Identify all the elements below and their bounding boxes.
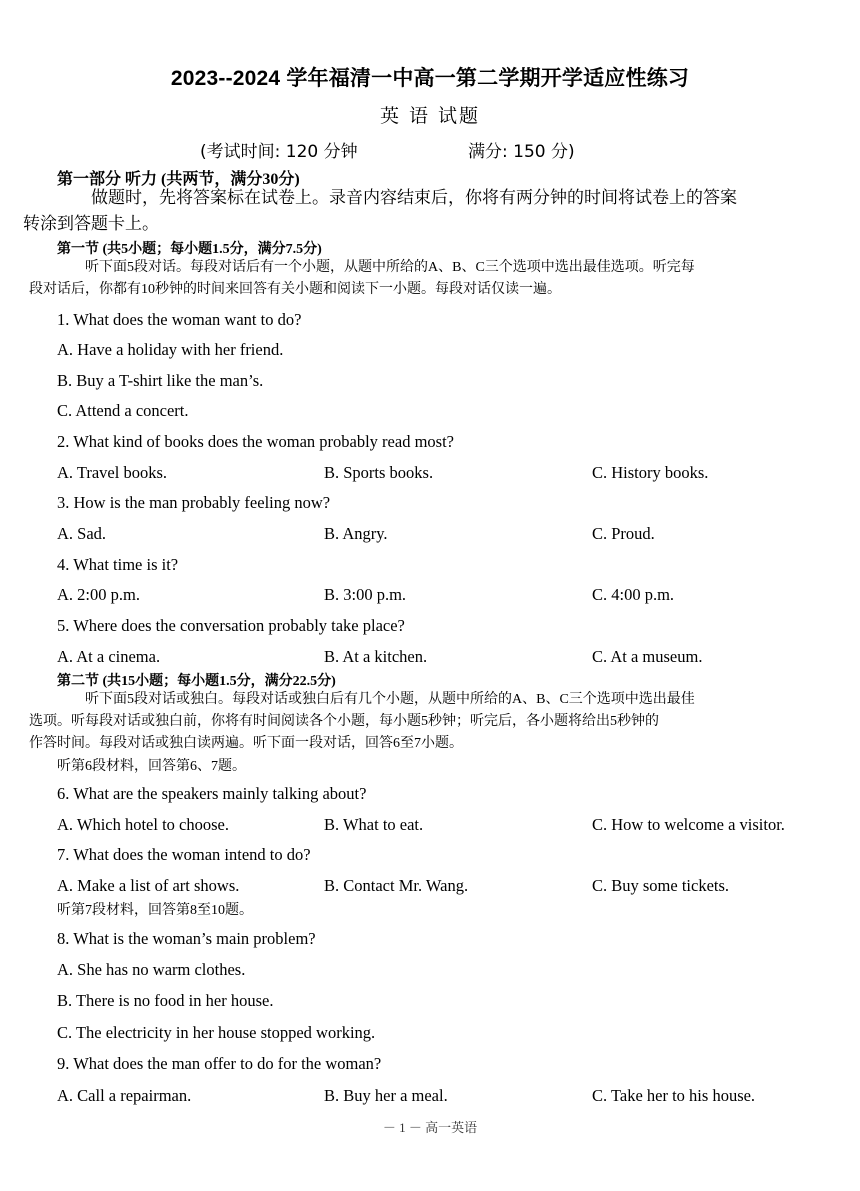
answer-option[interactable]: C. Take her to his house. (592, 1086, 756, 1105)
section1-heading: 第一节 (共5小题；每小题1.5分，满分7.5分) (57, 242, 322, 257)
answer-option[interactable]: A. Which hotel to choose. (57, 815, 229, 834)
section1-instructions (29, 257, 805, 301)
answer-option[interactable]: B. Contact Mr. Wang. (324, 876, 469, 895)
question-stem: 9. What does the man offer to do for the woman? (57, 1054, 382, 1073)
question-stem: 1. What does the woman want to do? (57, 310, 302, 329)
answer-option[interactable]: C. At a museum. (592, 647, 703, 666)
part1-heading: 第一部分 听力 (共两节，满分30分) (57, 171, 300, 188)
answer-option[interactable]: C. Buy some tickets. (592, 876, 730, 895)
exam-title: 2023--2024 学年福清一中高一第二学期开学适应性练习 (170, 67, 690, 90)
section2-instructions (29, 689, 805, 755)
listening-note: 听第7段材料，回答第8至10题。 (57, 903, 253, 918)
exam-subtitle: 英 语 试题 (379, 105, 481, 127)
part1-intro-line: 转涂到答题卡上。 (23, 214, 159, 233)
listening-note: 听第6段材料，回答第6、7题。 (57, 759, 246, 774)
question-stem: 5. Where does the conversation probably take place? (57, 616, 405, 635)
section1-instruction-line: 听下面5段对话。每段对话后有一个小题，从题中所给的A、B、C三个选项中选出最佳选项。听完每 (85, 260, 695, 275)
exam-time: (考试时间: 120 分钟 (200, 142, 358, 162)
answer-option[interactable]: A. Travel books. (57, 463, 168, 482)
question-stem: 7. What does the woman intend to do? (57, 845, 311, 864)
section2-instruction-line: 听下面5段对话或独白。每段对话或独白后有几个小题，从题中所给的A、B、C三个选项中选出最佳 (85, 692, 695, 707)
answer-option[interactable]: A. Call a repairman. (57, 1086, 192, 1105)
page-footer: － 1 － 高一英语 (382, 1120, 478, 1135)
answer-option[interactable]: A. Sad. (57, 524, 107, 543)
answer-option[interactable]: B. 3:00 p.m. (324, 585, 407, 604)
question-stem: 8. What is the woman’s main problem? (57, 929, 316, 948)
question-stem: 2. What kind of books does the woman probably read most? (57, 432, 454, 451)
part1-intro (23, 185, 805, 237)
question-stem: 6. What are the speakers mainly talking about? (57, 784, 367, 803)
question-stem: 3. How is the man probably feeling now? (57, 493, 331, 512)
answer-option[interactable]: A. 2:00 p.m. (57, 585, 140, 604)
answer-option[interactable]: B. Buy a T-shirt like the man’s. (57, 371, 264, 390)
answer-option[interactable]: B. At a kitchen. (324, 647, 428, 666)
answer-option[interactable]: A. Have a holiday with her friend. (57, 340, 284, 359)
section2-instruction-line: 作答时间。每段对话或独白读两遍。听下面一段对话，回答6至7小题。 (29, 736, 463, 751)
answer-option[interactable]: B. Sports books. (324, 463, 434, 482)
answer-option[interactable]: B. What to eat. (324, 815, 424, 834)
answer-option[interactable]: C. How to welcome a visitor. (592, 815, 785, 834)
answer-option[interactable]: A. At a cinema. (57, 647, 161, 666)
answer-option[interactable]: B. There is no food in her house. (57, 991, 274, 1010)
section2-instruction-line: 选项。听每段对话或独白前，你将有时间阅读各个小题，每小题5秒钟；听完后，各小题将给出5秒钟的 (29, 714, 659, 729)
section2-heading: 第二节 (共15小题；每小题1.5分，满分22.5分) (57, 674, 336, 689)
answer-option[interactable]: C. 4:00 p.m. (592, 585, 675, 604)
answer-option[interactable]: C. History books. (592, 463, 709, 482)
question-stem: 4. What time is it? (57, 555, 179, 574)
answer-option[interactable]: B. Buy her a meal. (324, 1086, 448, 1105)
answer-option[interactable]: C. Attend a concert. (57, 401, 189, 420)
answer-option[interactable]: B. Angry. (324, 524, 388, 543)
section1-instruction-line: 段对话后，你都有10秒钟的时间来回答有关小题和阅读下一小题。每段对话仅读一遍。 (29, 282, 561, 297)
answer-option[interactable]: A. Make a list of art shows. (57, 876, 240, 895)
answer-option[interactable]: C. The electricity in her house stopped working. (57, 1023, 376, 1042)
answer-option[interactable]: C. Proud. (592, 524, 655, 543)
part1-intro-line: 做题时，先将答案标在试卷上。录音内容结束后，你将有两分钟的时间将试卷上的答案 (91, 188, 737, 207)
exam-score: 满分: 150 分) (468, 142, 575, 162)
answer-option[interactable]: A. She has no warm clothes. (57, 960, 246, 979)
